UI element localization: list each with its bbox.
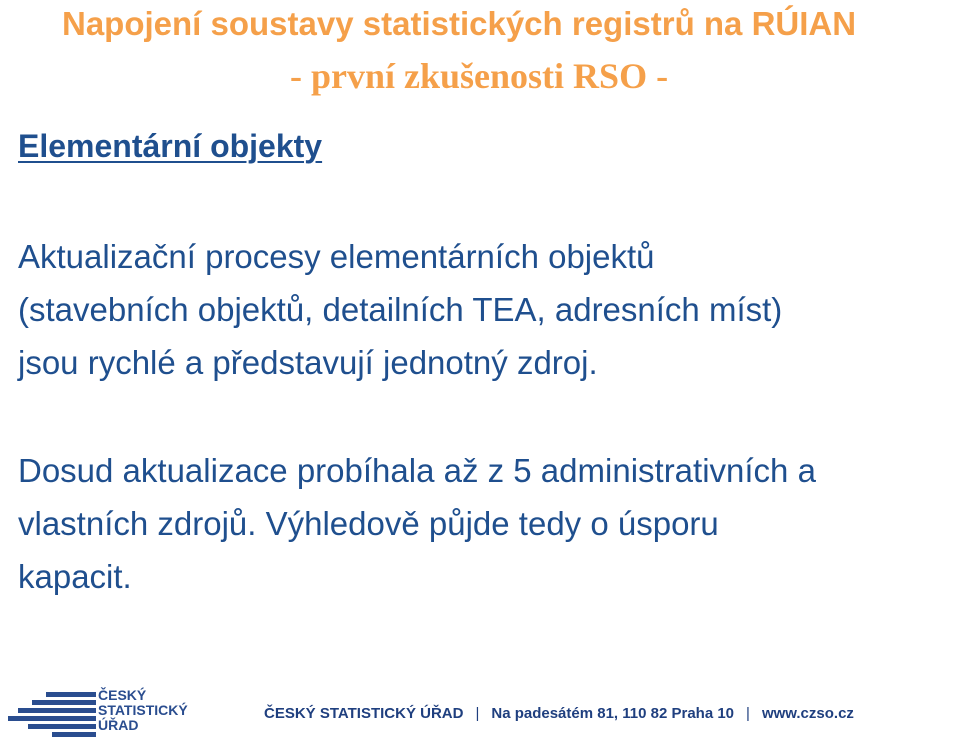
paragraph-line: Dosud aktualizace probíhala až z 5 administrativních a [18, 452, 816, 489]
paragraph-line: kapacit. [18, 558, 132, 595]
footer-org-name: ČESKÝ STATISTICKÝ ÚŘAD [264, 705, 464, 722]
footer-address: Na padesátém 81, 110 82 Praha 10 [491, 705, 735, 722]
logo-bars-icon [8, 690, 96, 734]
paragraph-elementary-objects [18, 230, 948, 389]
slide-title: Napojení soustavy statistických registrů na RÚIAN [62, 5, 857, 42]
section-heading: Elementární objekty [18, 128, 323, 164]
footer-website-link[interactable]: www.czso.cz [761, 705, 854, 722]
slide-subtitle: - první zkušenosti RSO - [290, 56, 669, 96]
paragraph-update-sources [18, 444, 948, 603]
paragraph-line: vlastních zdrojů. Výhledově půjde tedy o úsporu [18, 505, 719, 542]
footer-separator: | [475, 705, 480, 722]
czso-logo [8, 688, 198, 736]
logo-line: ČESKÝ [98, 687, 147, 703]
logo-line: STATISTICKÝ [98, 702, 188, 718]
paragraph-line: jsou rychlé a představují jednotný zdroj. [18, 344, 598, 381]
footer-info [264, 705, 854, 723]
paragraph-line: Aktualizační procesy elementárních objektů [18, 238, 655, 275]
logo-wordmark [98, 688, 188, 733]
footer-separator: | [746, 705, 750, 722]
logo-line: ÚŘAD [98, 717, 139, 733]
paragraph-line: (stavebních objektů, detailních TEA, adresních míst) [18, 291, 783, 328]
footer [0, 680, 960, 738]
